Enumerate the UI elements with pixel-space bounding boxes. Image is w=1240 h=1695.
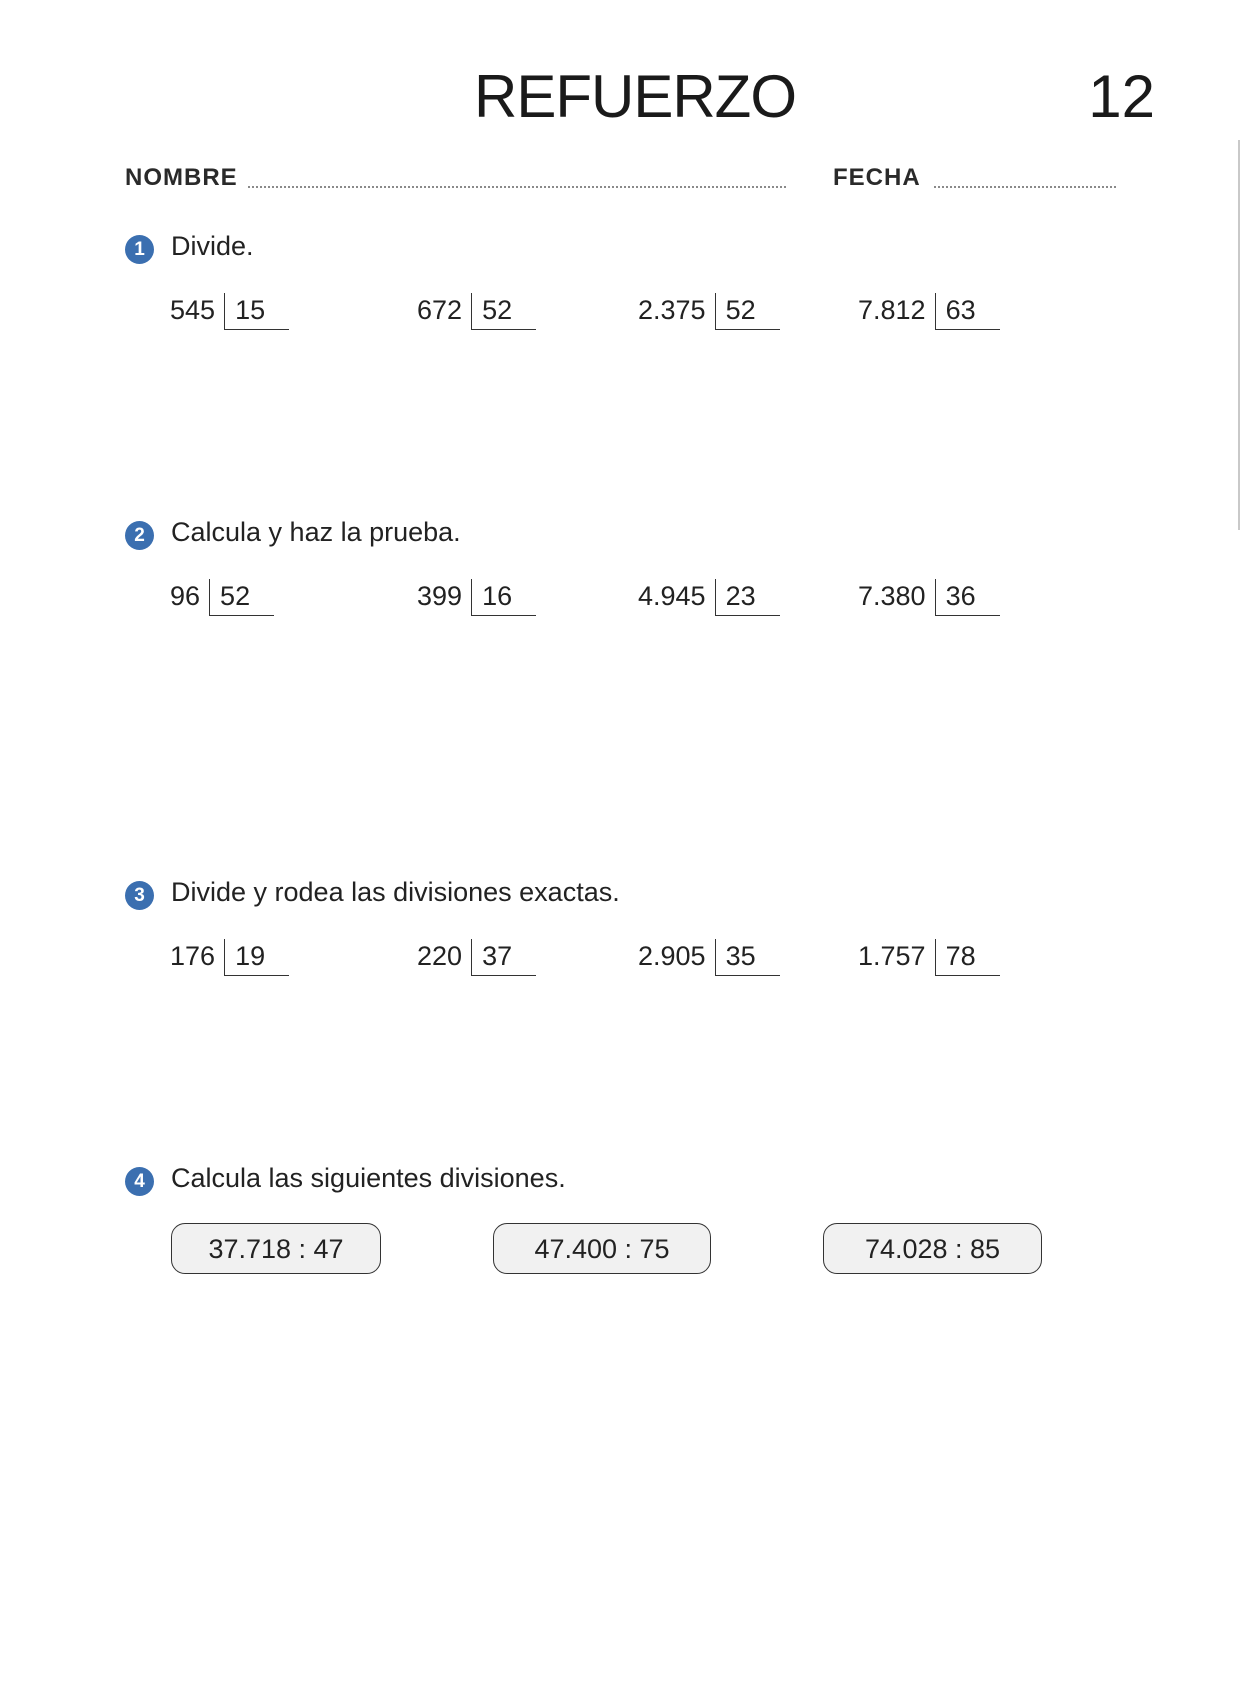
division-item[interactable] (170, 579, 274, 616)
divisor: 35 (715, 939, 780, 976)
exercise-prompt: Calcula las siguientes divisiones. (171, 1163, 566, 1193)
dividend: 176 (170, 941, 216, 971)
division-item[interactable] (858, 293, 1000, 330)
dividend: 7.812 (858, 295, 926, 325)
division-item[interactable] (170, 939, 289, 976)
division-item[interactable] (417, 293, 536, 330)
dividend: 672 (417, 295, 463, 325)
division-item[interactable] (638, 293, 780, 330)
unit-number: 12 (1088, 63, 1155, 130)
divisor: 63 (935, 293, 1000, 330)
date-field[interactable] (934, 186, 1116, 188)
divisor: 19 (224, 939, 289, 976)
page-title: REFUERZO (474, 63, 796, 130)
division-item[interactable] (638, 579, 780, 616)
exercise-prompt: Divide y rodea las divisiones exactas. (171, 877, 620, 907)
name-label: NOMBRE (125, 164, 238, 191)
dividend: 399 (417, 581, 463, 611)
divisor: 36 (935, 579, 1000, 616)
dividend: 2.905 (638, 941, 706, 971)
division-operation-box[interactable]: 47.400 : 75 (493, 1223, 711, 1274)
division-item[interactable] (638, 939, 780, 976)
dividend: 2.375 (638, 295, 706, 325)
exercise-number-badge: 1 (125, 235, 154, 264)
dividend: 7.380 (858, 581, 926, 611)
dividend: 1.757 (858, 941, 926, 971)
divisor: 52 (471, 293, 536, 330)
divisor: 15 (224, 293, 289, 330)
division-item[interactable] (417, 939, 536, 976)
exercise-number-badge: 2 (125, 521, 154, 550)
divisor: 52 (715, 293, 780, 330)
divisor: 23 (715, 579, 780, 616)
dividend: 4.945 (638, 581, 706, 611)
exercise-prompt: Divide. (171, 231, 254, 261)
division-operation-box[interactable]: 74.028 : 85 (823, 1223, 1042, 1274)
divisor: 52 (209, 579, 274, 616)
dividend: 220 (417, 941, 463, 971)
division-item[interactable] (417, 579, 536, 616)
division-item[interactable] (858, 579, 1000, 616)
divisor: 78 (935, 939, 1000, 976)
exercise-prompt: Calcula y haz la prueba. (171, 517, 461, 547)
date-label: FECHA (833, 164, 921, 191)
division-operation-box[interactable]: 37.718 : 47 (171, 1223, 381, 1274)
divisor: 16 (471, 579, 536, 616)
division-item[interactable] (170, 293, 289, 330)
dividend: 545 (170, 295, 216, 325)
dividend: 96 (170, 581, 201, 611)
division-item[interactable] (858, 939, 1000, 976)
exercise-number-badge: 3 (125, 881, 154, 910)
name-field[interactable] (248, 186, 786, 188)
divisor: 37 (471, 939, 536, 976)
exercise-number-badge: 4 (125, 1167, 154, 1196)
